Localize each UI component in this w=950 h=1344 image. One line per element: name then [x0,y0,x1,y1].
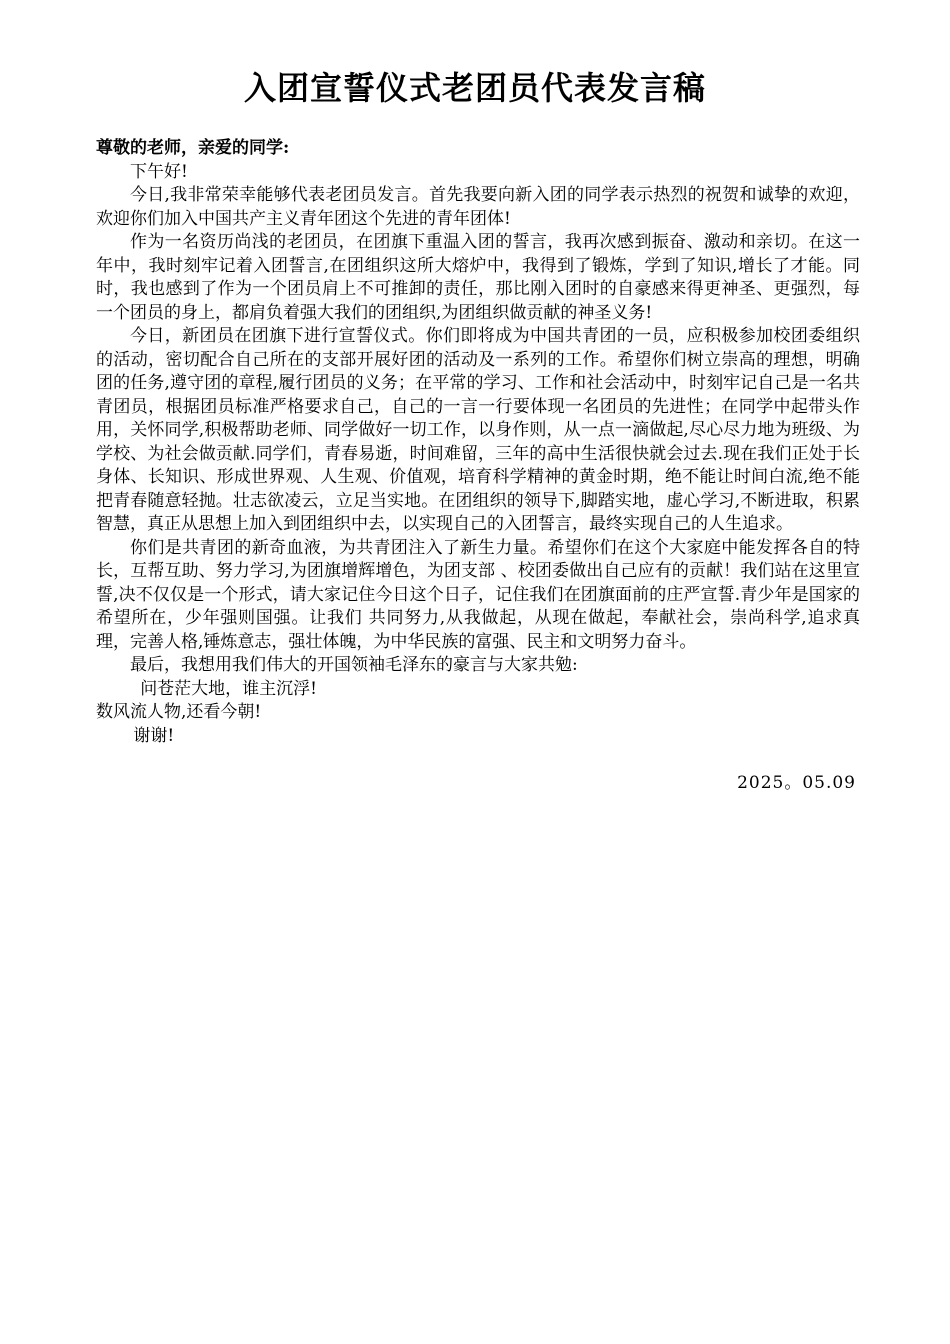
poem-line: 问苍茫大地，谁主沉浮! [140,678,318,699]
closing-thanks: 谢谢! [133,725,175,746]
speech-body [96,137,860,796]
poem-line: 数风流人物,还看今朝! [96,702,262,722]
paragraph: 你们是共青团的新奇血液，为共青团注入了新生力量。希望你们在这个大家庭中能发挥各自的特长，互帮互助、努力学习,为团旗增辉增色，为团支部 、校团委做出自己应有的贡献！我们站在这里宣誓,决不仅仅是一个形式，请大家记住今日这个日子，记住我们在团旗面前的庄严宣誓.青少年是国家的希望所在，少年强则国强。让我们 共同努力,从我做起，从现在做起，奉献社会，崇尚科学,追求真理，完善人格,锤炼意志，强壮体魄，为中华民族的富强、民主和文明努力奋斗。 [96,537,860,652]
document-title: 入团宣誓仪式老团员代表发言稿 [243,69,706,107]
paragraph: 今日，新团员在团旗下进行宣誓仪式。你们即将成为中国共青团的一员，应积极参加校团委组织的活动，密切配合自己所在的支部开展好团的活动及一系列的工作。希望你们树立崇高的理想，明确团的任务,遵守团的章程,履行团员的义务；在平常的学习、工作和社会活动中，时刻牢记自己是一名共青团员，根据团员标准严格要求自己，自己的一言一行要体现一名团员的先进性；在同学中起带头作用，关怀同学,积极帮助老师、同学做好一切工作，以身作则，从一点一滴做起,尽心尽力地为班级、为学校、为社会做贡献.同学们，青春易逝，时间难留，三年的高中生活很快就会过去.现在我们正处于长身体、长知识、形成世界观、人生观、价值观，培育科学精神的黄金时期，绝不能让时间白流,绝不能把青春随意轻抛。壮志欲凌云，立足当实地。在团组织的领导下,脚踏实地，虚心学习,不断进取，积累智慧，真正从思想上加入到团组织中去，以实现自己的入团誓言，最终实现自己的人生追求。 [96,326,860,534]
greeting: 下午好! [130,161,188,182]
paragraph: 最后，我想用我们伟大的开国领袖毛泽东的豪言与大家共勉: [130,655,578,675]
salutation: 尊敬的老师，亲爱的同学: [96,138,290,158]
paragraph: 今日,我非常荣幸能够代表老团员发言。首先我要向新入团的同学表示热烈的祝贺和诚挚的欢迎，欢迎你们加入中国共产主义青年团这个先进的青年团体! [96,185,860,229]
document-date: 2025。05.09 [737,773,856,793]
paragraph: 作为一名资历尚浅的老团员，在团旗下重温入团的誓言，我再次感到振奋、激动和亲切。在这一年中，我时刻牢记着入团誓言,在团组织这所大熔炉中，我得到了锻炼，学到了知识,增长了才能。同时，我也感到了作为一个团员肩上不可推卸的责任，那比刚入团时的自豪感来得更神圣、更强烈，每一个团员的身上，都肩负着强大我们的团组织,为团组织做贡献的神圣义务! [96,232,860,323]
